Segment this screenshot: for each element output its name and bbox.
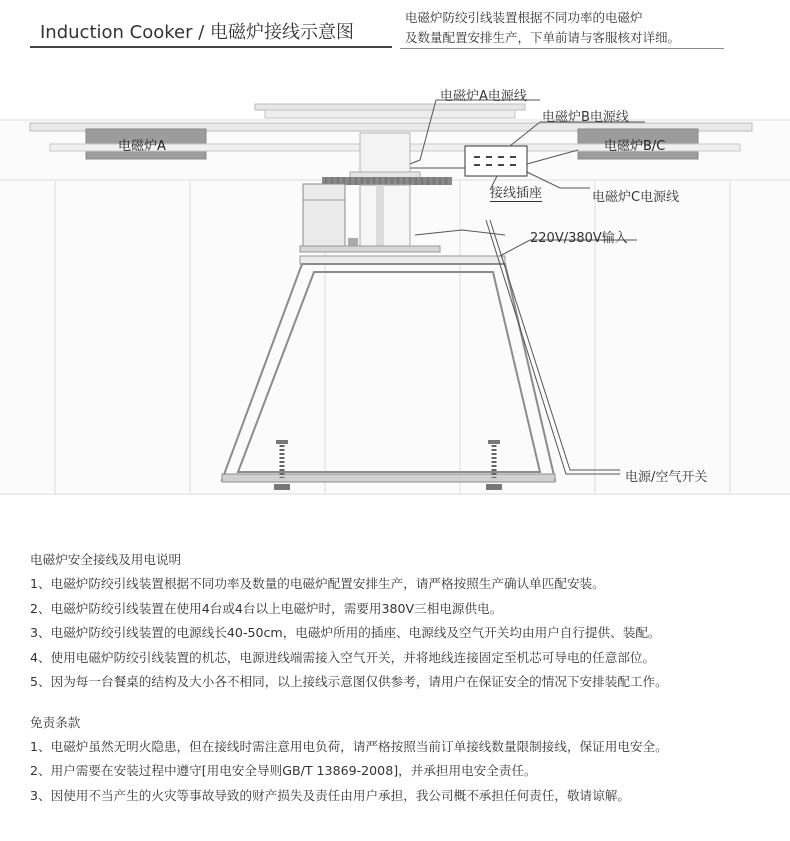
wiring-diagram-graphic: [0, 60, 790, 500]
safety-item: 5、因为每一台餐桌的结构及大小各不相同，以上接线示意图仅供参考，请用户在保证安全的情况下安排装配工作。: [30, 674, 668, 689]
center-shaft: [360, 133, 410, 173]
socket-box: [465, 146, 527, 176]
page-title: Induction Cooker / 电磁炉接线示意图: [40, 22, 355, 43]
mount-plate: [300, 246, 440, 252]
notes-section: [30, 548, 770, 808]
safety-item: 4、使用电磁炉防绞引线装置的机芯，电源进线端需接入空气开关，并将地线连接固定至机芯可导电的任意部位。: [30, 649, 656, 665]
safety-item: 1、电磁炉防绞引线装置根据不同功率及数量的电磁炉配置安排生产，请严格按照生产确认单匹配安装。: [30, 576, 605, 591]
label-power-switch: 电源/空气开关: [625, 470, 708, 485]
drive-column-rib: [376, 185, 384, 247]
safety-item: 3、电磁炉防绞引线装置的电源线长40-50cm，电磁炉所用的插座、电源线及空气开关均由用户自行提供、装配。: [30, 625, 661, 640]
motor: [303, 184, 345, 246]
disclaimer-item: 3、因使用不当产生的火灾等事故导致的财产损失及责任由用户承担，我公司概不承担任何责任，敬请谅解。: [30, 787, 630, 803]
header-note: [405, 8, 680, 48]
disclaimer-item: 1、电磁炉虽然无明火隐患，但在接线时需注意用电负荷，请严格按照当前订单接线数量限制接线，保证用电安全。: [30, 738, 668, 754]
disclaimer-item: 2、用户需要在安装过程中遵守[用电安全导则GB/T 13869-2008]，并承担用电安全责任。: [30, 763, 537, 778]
label-cooker-b-power: 电磁炉B电源线: [542, 110, 629, 125]
label-cooker-a-power: 电磁炉A电源线: [440, 89, 527, 104]
drive-column: [360, 185, 410, 247]
note-underline: [400, 48, 724, 49]
disclaimer-title: 免责条款: [30, 714, 81, 730]
turntable-base: [265, 110, 515, 118]
cooker-a-label: 电磁炉A: [118, 139, 166, 154]
header-note-line2: 及数量配置安排生产，下单前请与客服核对详细。: [405, 30, 681, 45]
cooker-bc-label: 电磁炉B/C: [604, 139, 666, 154]
motor-bolt: [348, 238, 358, 246]
frame-base: [222, 474, 555, 482]
frame-top-bar: [300, 256, 505, 264]
label-cooker-c-power: 电磁炉C电源线: [592, 190, 680, 205]
label-socket: 接线插座: [490, 182, 542, 202]
label-power-input: 220V/380V输入: [530, 231, 628, 246]
header: [0, 0, 790, 56]
header-note-line1: 电磁炉防绞引线装置根据不同功率的电磁炉: [405, 10, 643, 25]
title-underline: [30, 46, 392, 48]
safety-title: 电磁炉安全接线及用电说明: [30, 552, 182, 567]
safety-item: 2、电磁炉防绞引线装置在使用4台或4台以上电磁炉时，需要用380V三相电源供电。: [30, 600, 503, 616]
wiring-diagram: [0, 60, 790, 500]
turntable-top: [255, 104, 525, 110]
